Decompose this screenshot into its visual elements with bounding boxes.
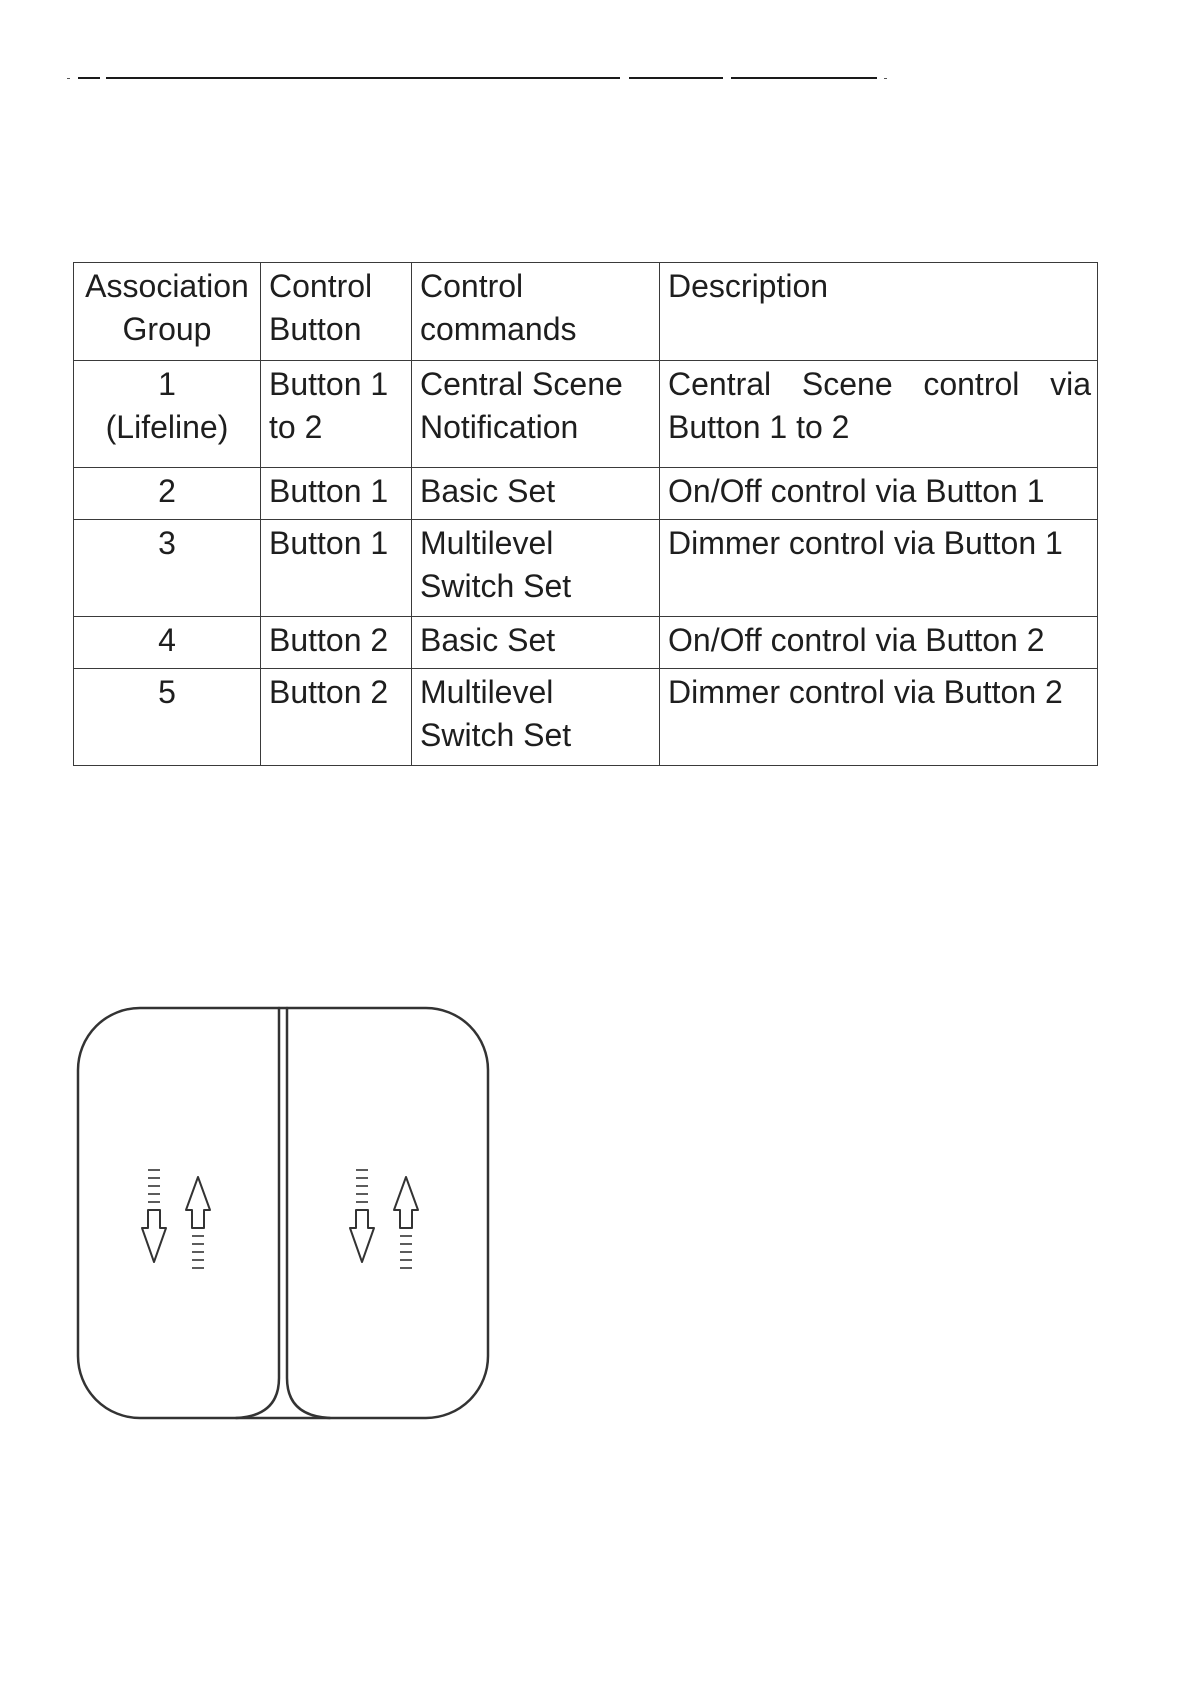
header-description: Description <box>660 263 1098 361</box>
table-row <box>74 669 1098 766</box>
switch-frame <box>78 1008 488 1418</box>
header-control-button: Control Button <box>261 263 412 361</box>
control-button-cell: Button 1 to 2 <box>261 361 412 468</box>
group-cell: 5 <box>74 669 261 766</box>
group-cell: 4 <box>74 617 261 669</box>
group-number: 1 <box>158 366 176 402</box>
arrow-down-icon <box>350 1210 374 1262</box>
arrow-up-icon <box>186 1177 210 1228</box>
control-command-cell: Multilevel Switch Set <box>412 520 660 617</box>
control-command-cell: Basic Set <box>412 617 660 669</box>
control-command-cell: Central Scene Notification <box>412 361 660 468</box>
dual-rocker-switch-icon <box>76 1006 490 1420</box>
header-rule-segment <box>78 77 100 79</box>
header-rule-dot <box>884 78 887 79</box>
table-header-row <box>74 263 1098 361</box>
control-button-cell: Button 1 <box>261 520 412 617</box>
description-cell: Central Scene control via Button 1 to 2 <box>660 361 1098 468</box>
control-command-cell: Multilevel Switch Set <box>412 669 660 766</box>
description-cell: Dimmer control via Button 2 <box>660 669 1098 766</box>
button-1-arrows-icon <box>142 1170 210 1268</box>
header-control-commands: Control commands <box>412 263 660 361</box>
table-row <box>74 520 1098 617</box>
rocker-divider-left <box>236 1008 279 1418</box>
header-rule-dot <box>67 78 70 79</box>
table-row <box>74 617 1098 669</box>
group-cell: 3 <box>74 520 261 617</box>
arrow-up-icon <box>394 1177 418 1228</box>
table-row <box>74 361 1098 468</box>
header-rule-segment <box>731 77 877 79</box>
group-cell: 2 <box>74 468 261 520</box>
control-button-cell: Button 2 <box>261 669 412 766</box>
association-groups-table <box>73 262 1098 766</box>
control-button-cell: Button 2 <box>261 617 412 669</box>
header-rule-segment <box>106 77 620 79</box>
control-button-cell: Button 1 <box>261 468 412 520</box>
rocker-divider-right <box>287 1008 330 1418</box>
control-command-cell: Basic Set <box>412 468 660 520</box>
description-cell: On/Off control via Button 1 <box>660 468 1098 520</box>
description-cell: On/Off control via Button 2 <box>660 617 1098 669</box>
group-note: (Lifeline) <box>105 409 229 445</box>
header-rule-segment <box>629 77 723 79</box>
description-cell: Dimmer control via Button 1 <box>660 520 1098 617</box>
button-2-arrows-icon <box>350 1170 418 1268</box>
arrow-down-icon <box>142 1210 166 1262</box>
table-row <box>74 468 1098 520</box>
header-association-group: Association Group <box>74 263 261 361</box>
group-cell <box>74 361 261 468</box>
